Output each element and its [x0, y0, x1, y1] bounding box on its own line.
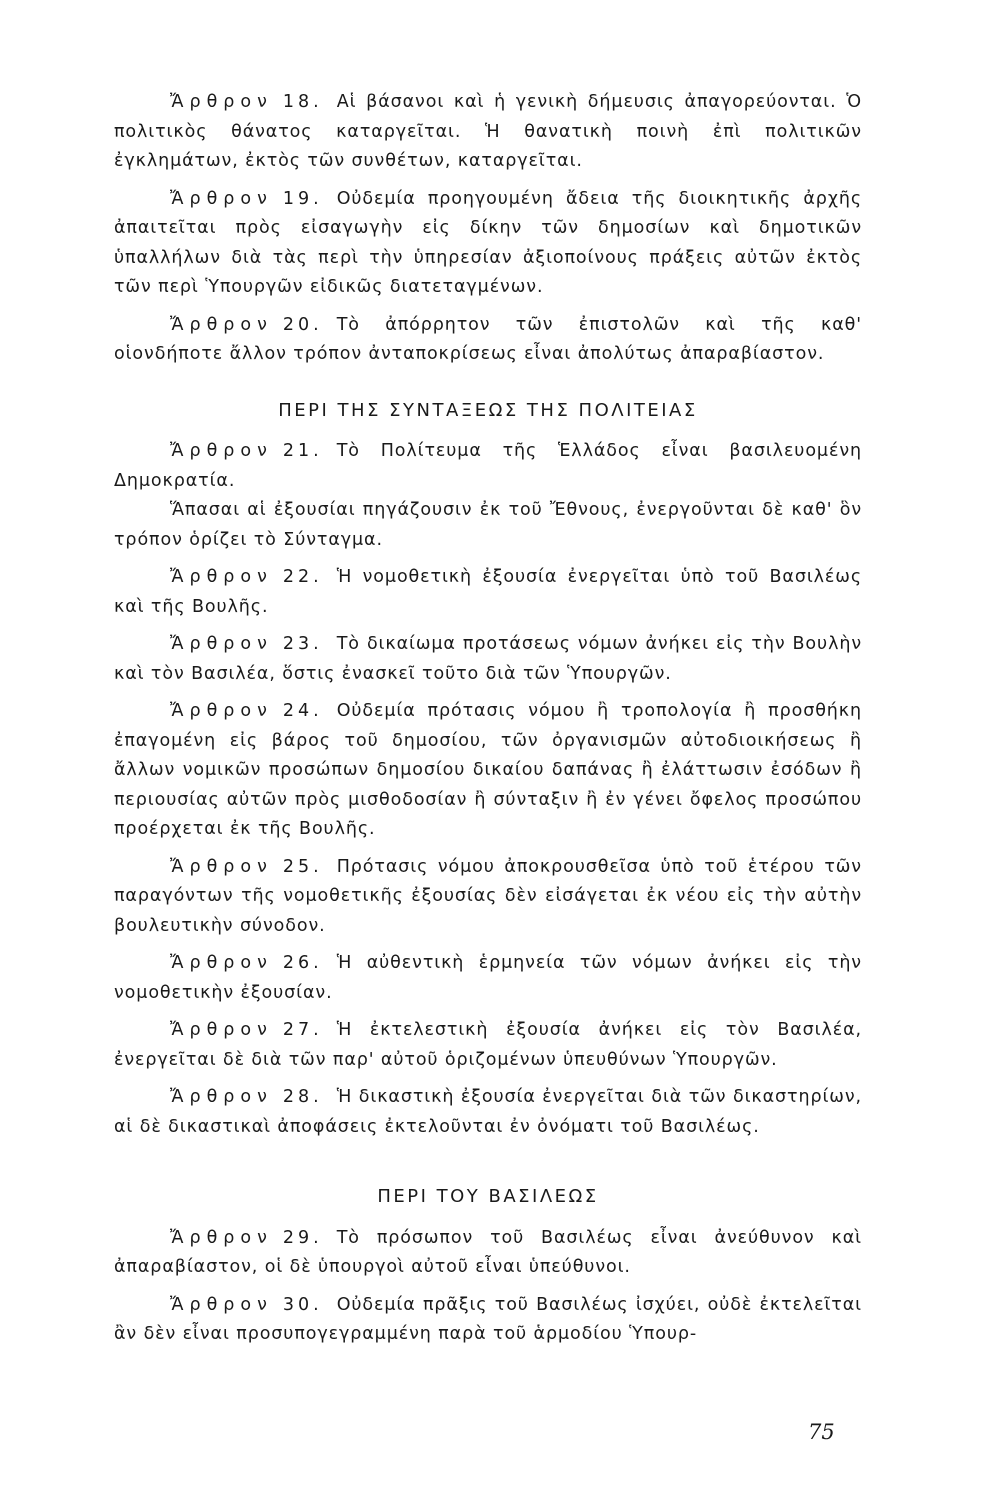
article-word: Ἄρθρον — [170, 634, 273, 654]
article-word: Ἄρθρον — [170, 953, 273, 973]
article-number: 20. — [282, 314, 323, 335]
article-number: 28. — [282, 1087, 323, 1107]
article-22 — [114, 563, 862, 622]
article-number: 30. — [282, 1294, 323, 1315]
body-text — [114, 88, 862, 1350]
article-number: 29. — [282, 1227, 323, 1248]
article-text: Τὸ πρόσωπον τοῦ Βασιλέως εἶναι ἀνεύθυνον καὶ ἀπαραβίαστον, οἱ δὲ ὑπουργοὶ αὐτοῦ εἶναι ὑπεύθυνοι. — [114, 1227, 862, 1277]
article-number: 27. — [282, 1020, 323, 1040]
section-heading-constitution: ΠΕΡΙ ΤΗΣ ΣΥΝΤΑΞΕΩΣ ΤΗΣ ΠΟΛΙΤΕΙΑΣ — [278, 399, 698, 421]
article-word: Ἄρθρον — [170, 701, 273, 721]
article-text: Οὐδεμία προηγουμένη ἄδεια τῆς διοικητικῆς ἀρχῆς ἀπαιτεῖται πρὸς εἰσαγωγὴν εἰς δίκην τῶν δημοσίων καὶ δημοτικῶν ὑπαλλήλων διὰ τὰς περὶ τὴν ὑπηρεσίαν ἀξιοποίνους πράξεις αὐτῶν ἐκτὸς τῶν περὶ Ὑπουργῶν εἰδικῶς διατεταγμένων. — [114, 188, 862, 297]
article-word: Ἄρθρον — [170, 441, 273, 461]
article-word: Ἄρθρον — [170, 856, 273, 877]
article-24 — [114, 697, 862, 845]
article-number: 24. — [282, 701, 323, 721]
article-word: Ἄρθρον — [170, 1020, 273, 1040]
article-number: 22. — [282, 567, 323, 587]
article-text: Τὸ δικαίωμα προτάσεως νόμων ἀνήκει εἰς τὴν Βουλὴν καὶ τὸν Βασιλέα, ὅστις ἐνασκεῖ τοῦτο διὰ τῶν Ὑπουργῶν. — [114, 634, 862, 684]
article-word: Ἄρθρον — [170, 92, 273, 112]
article-text: Ἡ αὐθεντικὴ ἑρμηνεία τῶν νόμων ἀνήκει εἰς τὴν νομοθετικὴν ἐξουσίαν. — [114, 953, 862, 1003]
article-19 — [114, 185, 862, 303]
article-text: Πρότασις νόμου ἀποκρουσθεῖσα ὑπὸ τοῦ ἑτέρου τῶν παραγόντων τῆς νομοθετικῆς ἐξουσίας δὲν εἰσάγεται ἐκ νέου εἰς τὴν αὐτὴν βουλευτικὴν σύνοδον. — [114, 856, 862, 936]
article-text: Οὐδεμία πρᾶξις τοῦ Βασιλέως ἰσχύει, οὐδὲ ἐκτελεῖται ἂν δὲν εἶναι προσυπογεγραμμένη παρὰ τοῦ ἁρμοδίου Ὑπουρ- — [114, 1294, 862, 1344]
article-number: 23. — [282, 634, 323, 654]
article-21-paragraph-2: Ἅπασαι αἱ ἐξουσίαι πηγάζουσιν ἐκ τοῦ Ἔθνους, ἐνεργοῦνται δὲ καθ' ὃν τρόπον ὁρίζει τὸ Σύνταγμα. — [114, 500, 862, 550]
article-word: Ἄρθρον — [170, 1227, 273, 1248]
article-text: Ἡ ἐκτελεστικὴ ἐξουσία ἀνήκει εἰς τὸν Βασιλέα, ἐνεργεῖται δὲ διὰ τῶν παρ' αὐτοῦ ὁριζομένων ὑπευθύνων Ὑπουργῶν. — [114, 1020, 862, 1070]
article-27 — [114, 1016, 862, 1075]
article-text: Τὸ ἀπόρρητον τῶν ἐπιστολῶν καὶ τῆς καθ' οἱονδήποτε ἄλλον τρόπον ἀνταποκρίσεως εἶναι ἀπολύτως ἀπαραβίαστον. — [114, 314, 862, 364]
article-word: Ἄρθρον — [170, 1087, 273, 1107]
article-text: Τὸ Πολίτευμα τῆς Ἑλλάδος εἶναι βασιλευομένη Δημοκρατία. — [114, 441, 862, 491]
article-25 — [114, 853, 862, 942]
page-number: 75 — [808, 1420, 835, 1444]
article-text: Οὐδεμία πρότασις νόμου ἢ τροπολογία ἢ προσθήκη ἐπαγομένη εἰς βάρος τοῦ δημοσίου, τῶν ὀργανισμῶν αὐτοδιοικήσεως ἢ ἄλλων νομικῶν προσώπων δημοσίου δικαίου δαπάνας ἢ ἐλάττωσιν ἐσόδων ἢ περιουσίας αὐτῶν πρὸς μισθοδοσίαν ἢ σύνταξιν ἢ ἐν γένει ὄφελος προσώπου προέρχεται ἐκ τῆς Βουλῆς. — [114, 701, 862, 839]
article-30 — [114, 1291, 862, 1350]
article-word: Ἄρθρον — [170, 314, 273, 335]
article-number: 25. — [282, 856, 323, 877]
article-word: Ἄρθρον — [170, 567, 273, 587]
article-28 — [114, 1083, 862, 1142]
article-text: Ἡ νομοθετικὴ ἐξουσία ἐνεργεῖται ὑπὸ τοῦ Βασιλέως καὶ τῆς Βουλῆς. — [114, 567, 862, 617]
article-29 — [114, 1224, 862, 1283]
article-number: 18. — [282, 92, 323, 112]
article-word: Ἄρθρον — [170, 188, 273, 209]
article-text: Ἡ δικαστικὴ ἐξουσία ἐνεργεῖται διὰ τῶν δικαστηρίων, αἱ δὲ δικαστικαὶ ἀποφάσεις ἐκτελοῦνται ἐν ὀνόματι τοῦ Βασιλέως. — [114, 1087, 862, 1137]
article-word: Ἄρθρον — [170, 1294, 273, 1315]
article-23 — [114, 630, 862, 689]
article-26 — [114, 949, 862, 1008]
section-heading-king: ΠΕΡΙ ΤΟΥ ΒΑΣΙΛΕΩΣ — [377, 1186, 599, 1207]
article-21 — [114, 437, 862, 496]
article-20 — [114, 311, 862, 370]
article-18 — [114, 88, 862, 177]
article-text: Αἱ βάσανοι καὶ ἡ γενικὴ δήμευσις ἀπαγορεύονται. Ὁ πολιτικὸς θάνατος καταργεῖται. Ἡ θανατικὴ ποινὴ ἐπὶ πολιτικῶν ἐγκλημάτων, ἐκτὸς τῶν συνθέτων, καταργεῖται. — [114, 92, 862, 171]
article-number: 19. — [282, 188, 323, 209]
article-number: 21. — [282, 441, 323, 461]
article-number: 26. — [282, 953, 323, 973]
